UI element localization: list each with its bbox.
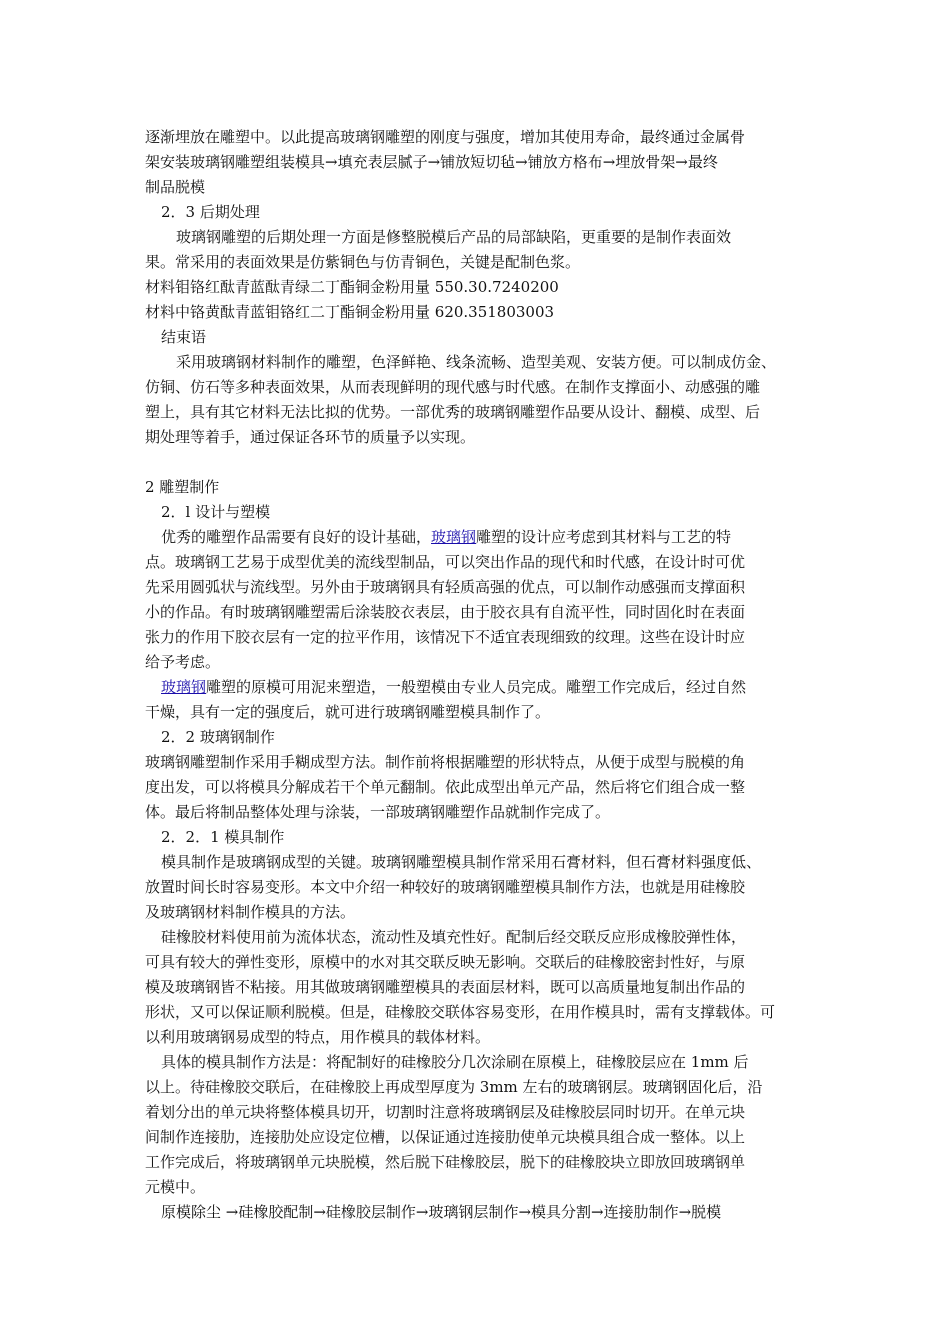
material-row: 材料钼铬红酞青蓝酞青绿二丁酯铜金粉用量 550.30.7240200 [145,278,559,296]
paragraph-line: 制品脱模 [145,178,206,196]
paragraph-line: 模及玻璃钢皆不粘接。用其做玻璃钢雕塑模具的表面层材料，既可以高质量地复制出作品的 [145,978,746,996]
paragraph-line: 形状，又可以保证顺利脱模。但是，硅橡胶交联体容易变形，在用作模具时，需有支撑载体。可 [145,1003,776,1021]
paragraph-line: 干燥，具有一定的强度后，就可进行玻璃钢雕塑模具制作了。 [145,703,551,721]
paragraph-line: 小的作品。有时玻璃钢雕塑需后涂装胶衣表层，由于胶衣具有自流平性，同时固化时在表面 [145,603,746,621]
paragraph-line: 仿铜、仿石等多种表面效果，从而表现鲜明的现代感与时代感。在制作支撑面小、动感强的雕 [145,378,761,396]
paragraph-line: 以上。待硅橡胶交联后，在硅橡胶上再成型厚度为 3mm 左右的玻璃钢层。玻璃钢固化后，沿 [145,1078,763,1096]
paragraph-line: 间制作连接肋，连接肋处应设定位槽，以保证通过连接肋使单元块模具组合成一整体。以上 [145,1128,746,1146]
paragraph-line: 模具制作是玻璃钢成型的关键。玻璃钢雕塑模具制作常采用石膏材料，但石膏材料强度低、 [161,853,762,871]
paragraph-line: 给予考虑。 [145,653,221,671]
line-text: 优秀的雕塑作品需要有良好的设计基础， [161,528,432,546]
paragraph-line: 以利用玻璃钢易成型的特点，用作模具的载体材料。 [145,1028,491,1046]
section-heading: 2．2 玻璃钢制作 [161,728,275,746]
chapter-heading: 2 雕塑制作 [145,478,220,496]
paragraph-line: 期处理等着手，通过保证各环节的质量予以实现。 [145,428,476,446]
paragraph-line: 具体的模具制作方法是：将配制好的硅橡胶分几次涂刷在原模上，硅橡胶层应在 1mm 后 [161,1053,749,1071]
paragraph-line: 果。常采用的表面效果是仿紫铜色与仿青铜色，关键是配制色浆。 [145,253,581,271]
paragraph-line [161,677,746,697]
line-text: 雕塑的原模可用泥来塑造，一般塑模由专业人员完成。雕塑工作完成后，经过自然 [206,678,747,696]
paragraph-line: 点。玻璃钢工艺易于成型优美的流线型制品，可以突出作品的现代和时代感，在设计时可优 [145,553,746,571]
process-flow-line: 原模除尘 →硅橡胶配制→硅橡胶层制作→玻璃钢层制作→模具分割→连接肋制作→脱模 [161,1203,722,1221]
glass-fiber-link[interactable]: 玻璃钢 [161,678,207,696]
section-heading: 2．l 设计与塑模 [161,503,271,521]
paragraph-line: 工作完成后，将玻璃钢单元块脱模，然后脱下硅橡胶层，脱下的硅橡胶块立即放回玻璃钢单 [145,1153,746,1171]
paragraph-line: 玻璃钢雕塑的后期处理一方面是修整脱模后产品的局部缺陷，更重要的是制作表面效 [176,228,732,246]
paragraph-line: 元模中。 [145,1178,206,1196]
section-heading: 结束语 [161,328,207,346]
paragraph-line: 玻璃钢雕塑制作采用手糊成型方法。制作前将根据雕塑的形状特点，从便于成型与脱模的角 [145,753,746,771]
paragraph-line: 逐渐埋放在雕塑中。以此提高玻璃钢雕塑的刚度与强度，增加其使用寿命，最终通过金属骨 [145,128,746,146]
glass-fiber-link[interactable]: 玻璃钢 [431,528,477,546]
paragraph-line: 放置时间长时容易变形。本文中介绍一种较好的玻璃钢雕塑模具制作方法，也就是用硅橡胶 [145,878,746,896]
section-heading: 2．2．1 模具制作 [161,828,285,846]
material-row: 材料中铬黄酞青蓝钼铬红二丁酯铜金粉用量 620.351803003 [145,303,555,321]
paragraph-line: 及玻璃钢材料制作模具的方法。 [145,903,356,921]
paragraph-line: 可具有较大的弹性变形，原模中的水对其交联反映无影响。交联后的硅橡胶密封性好，与原 [145,953,746,971]
paragraph-line: 架安装玻璃钢雕塑组装模具→填充表层腻子→铺放短切毡→铺放方格布→埋放骨架→最终 [145,153,718,171]
paragraph-line: 体。最后将制品整体处理与涂装，一部玻璃钢雕塑作品就制作完成了。 [145,803,611,821]
paragraph-line: 塑上，具有其它材料无法比拟的优势。一部优秀的玻璃钢雕塑作品要从设计、翻模、成型、后 [145,403,761,421]
paragraph-line: 张力的作用下胶衣层有一定的拉平作用，该情况下不适宜表现细致的纹理。这些在设计时应 [145,628,746,646]
paragraph-line: 采用玻璃钢材料制作的雕塑，色泽鲜艳、线条流畅、造型美观、安装方便。可以制成仿金、 [176,353,777,371]
paragraph-line: 硅橡胶材料使用前为流体状态，流动性及填充性好。配制后经交联反应形成橡胶弹性体， [161,928,747,946]
paragraph-line: 着划分出的单元块将整体模具切开，切割时注意将玻璃钢层及硅橡胶层同时切开。在单元块 [145,1103,746,1121]
section-heading: 2．3 后期处理 [161,203,260,221]
line-text: 雕塑的设计应考虑到其材料与工艺的特 [476,528,732,546]
paragraph-line [161,527,731,547]
paragraph-line: 度出发，可以将模具分解成若干个单元翻制。依此成型出单元产品，然后将它们组合成一整 [145,778,746,796]
paragraph-line: 先采用圆弧状与流线型。另外由于玻璃钢具有轻质高强的优点，可以制作动感强而支撑面积 [145,578,746,596]
